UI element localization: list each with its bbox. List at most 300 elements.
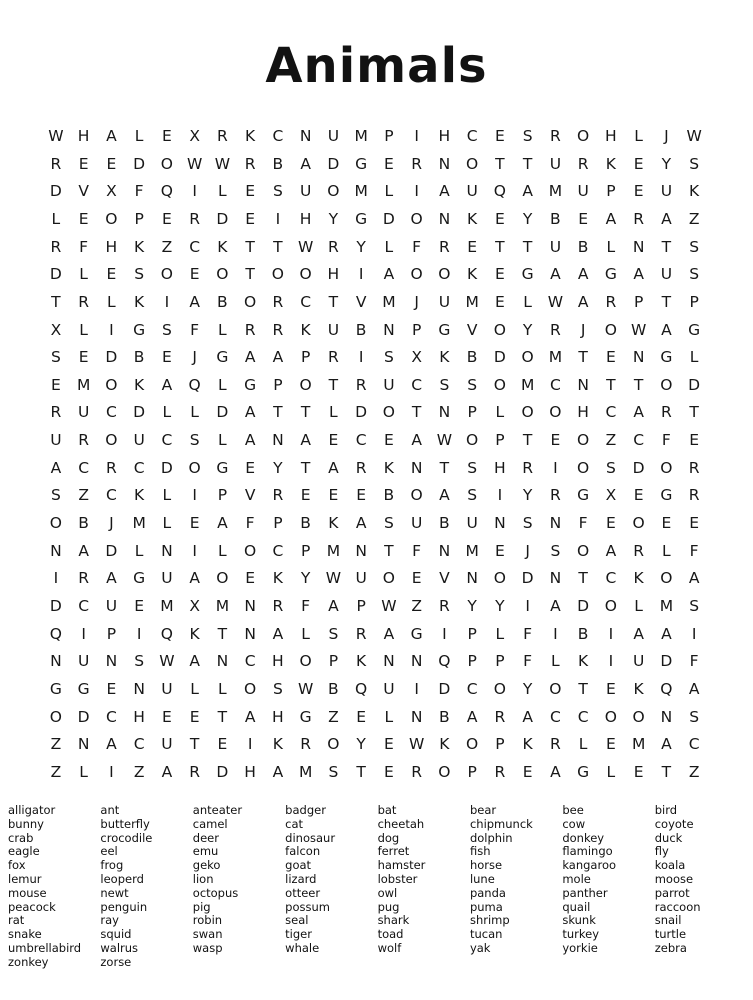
- grid-cell: A: [661, 320, 672, 339]
- grid-cell: S: [467, 486, 478, 505]
- grid-cell: M: [160, 596, 174, 615]
- grid-cell: D: [77, 707, 90, 726]
- word-list-item: rat: [8, 913, 25, 928]
- grid-cell: R: [494, 707, 506, 726]
- grid-cell: G: [49, 679, 62, 698]
- grid-cell: T: [411, 403, 422, 422]
- grid-cell: E: [106, 679, 117, 698]
- grid-cell: I: [497, 486, 503, 505]
- grid-cell: O: [160, 265, 173, 284]
- grid-cell: T: [245, 265, 255, 284]
- grid-cell: F: [134, 182, 144, 201]
- word-list-item: turkey: [562, 927, 599, 942]
- grid-cell: M: [659, 596, 674, 615]
- puzzle-grid: [42, 123, 708, 787]
- grid-cell: N: [632, 237, 645, 256]
- grid-cell: G: [521, 265, 534, 284]
- grid-cell: P: [467, 624, 477, 643]
- grid-cell: H: [133, 707, 145, 726]
- grid-cell: M: [465, 541, 479, 560]
- grid-cell: G: [410, 624, 423, 643]
- grid-cell: E: [605, 679, 616, 698]
- grid-cell: T: [217, 707, 228, 726]
- grid-cell: G: [355, 154, 368, 173]
- grid-cell: A: [383, 624, 395, 643]
- word-list-column: [470, 804, 562, 970]
- grid-cell: U: [549, 237, 562, 256]
- grid-cell: O: [660, 569, 673, 588]
- grid-cell: Q: [660, 679, 673, 698]
- grid-cell: P: [467, 403, 477, 422]
- grid-cell: A: [633, 265, 644, 284]
- grid-cell: O: [604, 707, 617, 726]
- grid-cell: A: [661, 624, 672, 643]
- grid-cell: B: [272, 154, 284, 173]
- grid-cell: U: [355, 569, 367, 588]
- grid-cell: R: [549, 735, 561, 754]
- word-list-item: tiger: [285, 927, 312, 942]
- word-list-item: bat: [377, 803, 397, 817]
- grid-cell: T: [217, 624, 228, 643]
- grid-cell: L: [218, 182, 227, 201]
- grid-cell: R: [688, 486, 700, 505]
- grid-cell: S: [522, 514, 533, 533]
- grid-cell: O: [299, 652, 312, 671]
- grid-cell: T: [661, 292, 672, 311]
- grid-cell: T: [300, 403, 311, 422]
- grid-cell: Q: [493, 182, 506, 201]
- grid-cell: R: [438, 237, 450, 256]
- grid-cell: P: [495, 431, 505, 450]
- word-list-item: duck: [654, 830, 683, 845]
- grid-cell: T: [633, 375, 644, 394]
- grid-cell: A: [439, 486, 450, 505]
- word-list-item: coyote: [654, 816, 694, 831]
- grid-cell: A: [661, 209, 672, 228]
- grid-cell: E: [494, 209, 505, 228]
- grid-cell: A: [550, 762, 561, 781]
- grid-cell: Z: [411, 596, 422, 615]
- grid-cell: N: [438, 403, 451, 422]
- grid-cell: L: [606, 237, 616, 256]
- grid-cell: O: [299, 375, 312, 394]
- grid-cell: N: [466, 569, 478, 588]
- grid-cell: C: [466, 679, 478, 698]
- grid-cell: O: [577, 127, 590, 146]
- grid-cell: D: [382, 209, 395, 228]
- word-list-item: shark: [377, 913, 410, 928]
- grid-cell: T: [578, 679, 588, 698]
- grid-cell: L: [634, 596, 643, 615]
- word-list-item: crocodile: [100, 830, 153, 845]
- grid-cell: E: [383, 735, 394, 754]
- grid-cell: C: [272, 127, 284, 146]
- grid-cell: O: [660, 375, 673, 394]
- grid-cell: A: [355, 514, 367, 533]
- grid-cell: A: [300, 431, 311, 450]
- grid-cell: B: [439, 707, 450, 726]
- grid-cell: O: [410, 265, 423, 284]
- grid-cell: U: [410, 514, 423, 533]
- grid-cell: N: [77, 735, 90, 754]
- grid-cell: E: [494, 541, 505, 560]
- grid-cell: I: [275, 209, 281, 228]
- grid-cell: H: [272, 652, 284, 671]
- grid-cell: V: [466, 320, 478, 339]
- word-list-item: possum: [285, 899, 330, 914]
- grid-cell: R: [244, 154, 256, 173]
- grid-cell: N: [410, 652, 423, 671]
- grid-cell: R: [411, 762, 423, 781]
- grid-cell: D: [133, 154, 146, 173]
- grid-cell: N: [410, 458, 423, 477]
- grid-cell: A: [189, 569, 200, 588]
- word-list-item: dolphin: [469, 830, 513, 845]
- grid-cell: O: [521, 403, 534, 422]
- grid-cell: L: [162, 514, 172, 533]
- grid-cell: X: [189, 127, 200, 146]
- grid-cell: P: [633, 292, 644, 311]
- grid-cell: D: [493, 348, 506, 367]
- grid-cell: N: [216, 652, 229, 671]
- grid-cell: C: [605, 569, 617, 588]
- grid-cell: P: [300, 541, 311, 560]
- grid-cell: I: [414, 679, 419, 698]
- grid-cell: K: [328, 514, 339, 533]
- word-list-column: [8, 804, 100, 970]
- grid-cell: C: [161, 431, 173, 450]
- grid-cell: L: [218, 375, 227, 394]
- word-list-item: puma: [469, 899, 503, 914]
- word-list-item: panda: [469, 885, 506, 900]
- grid-cell: T: [245, 237, 255, 256]
- grid-cell: I: [442, 624, 447, 643]
- word-list-item: moose: [654, 871, 694, 886]
- grid-cell: L: [689, 348, 699, 367]
- word-list-item: newt: [100, 885, 129, 900]
- grid-cell: R: [549, 127, 561, 146]
- grid-cell: K: [383, 458, 394, 477]
- grid-cell: Y: [661, 154, 672, 173]
- grid-cell: E: [605, 735, 616, 754]
- grid-cell: L: [606, 762, 616, 781]
- grid-cell: A: [161, 762, 173, 781]
- grid-cell: C: [78, 596, 90, 615]
- grid-cell: Q: [160, 624, 173, 643]
- grid-cell: R: [660, 403, 672, 422]
- grid-cell: G: [299, 707, 312, 726]
- grid-cell: O: [493, 569, 506, 588]
- grid-cell: L: [162, 403, 172, 422]
- grid-cell: L: [578, 735, 588, 754]
- grid-cell: P: [411, 320, 422, 339]
- grid-cell: N: [50, 541, 62, 560]
- grid-cell: E: [383, 431, 394, 450]
- grid-cell: D: [160, 458, 173, 477]
- grid-cell: A: [106, 735, 117, 754]
- grid-cell: O: [577, 458, 590, 477]
- word-list-item: zonkey: [8, 954, 49, 969]
- grid-cell: O: [216, 569, 229, 588]
- grid-cell: P: [106, 624, 117, 643]
- grid-cell: V: [244, 486, 256, 505]
- word-list-item: dinosaur: [285, 830, 336, 845]
- word-list-item: lion: [192, 871, 214, 886]
- grid-cell: Q: [49, 624, 62, 643]
- word-list-item: geko: [192, 858, 221, 873]
- grid-cell: U: [161, 569, 173, 588]
- grid-cell: O: [493, 375, 506, 394]
- grid-cell: D: [49, 265, 62, 284]
- grid-cell: X: [411, 348, 422, 367]
- grid-cell: I: [525, 596, 530, 615]
- grid-cell: B: [550, 209, 561, 228]
- grid-cell: U: [438, 292, 451, 311]
- grid-cell: G: [133, 569, 146, 588]
- grid-cell: E: [383, 154, 394, 173]
- grid-cell: N: [50, 652, 62, 671]
- grid-cell: T: [273, 403, 283, 422]
- grid-cell: E: [189, 265, 200, 284]
- grid-cell: R: [327, 237, 339, 256]
- grid-cell: O: [105, 375, 118, 394]
- grid-cell: C: [272, 541, 284, 560]
- grid-cell: S: [522, 127, 533, 146]
- grid-cell: O: [632, 707, 645, 726]
- grid-cell: E: [605, 348, 616, 367]
- grid-cell: F: [523, 652, 533, 671]
- word-list-item: walrus: [100, 940, 139, 955]
- grid-cell: B: [217, 292, 228, 311]
- word-list-item: zorse: [100, 954, 132, 969]
- grid-cell: U: [161, 679, 173, 698]
- grid-cell: A: [272, 762, 284, 781]
- grid-cell: R: [688, 458, 700, 477]
- grid-cell: R: [189, 209, 201, 228]
- grid-cell: F: [245, 514, 255, 533]
- word-list-item: emu: [192, 844, 219, 859]
- grid-cell: E: [161, 127, 172, 146]
- grid-cell: N: [494, 514, 506, 533]
- grid-cell: Z: [605, 431, 617, 450]
- grid-cell: K: [439, 735, 450, 754]
- grid-cell: M: [631, 735, 646, 754]
- grid-cell: O: [244, 292, 257, 311]
- grid-cell: U: [77, 652, 90, 671]
- grid-cell: P: [134, 209, 144, 228]
- grid-cell: O: [521, 348, 534, 367]
- grid-cell: A: [633, 403, 644, 422]
- word-list-item: koala: [654, 858, 686, 873]
- grid-cell: S: [467, 458, 478, 477]
- grid-cell: E: [633, 486, 644, 505]
- grid-cell: I: [358, 348, 364, 367]
- grid-cell: K: [689, 182, 700, 201]
- grid-cell: E: [689, 431, 700, 450]
- grid-cell: G: [77, 679, 90, 698]
- grid-cell: S: [134, 652, 145, 671]
- grid-cell: P: [495, 735, 505, 754]
- grid-cell: P: [467, 762, 477, 781]
- grid-cell: A: [244, 431, 256, 450]
- grid-cell: M: [298, 762, 313, 781]
- grid-cell: R: [78, 569, 90, 588]
- grid-cell: T: [356, 762, 366, 781]
- grid-cell: B: [328, 679, 339, 698]
- grid-cell: N: [438, 154, 451, 173]
- grid-cell: T: [522, 431, 533, 450]
- word-list-item: fly: [654, 844, 669, 859]
- grid-cell: P: [356, 596, 366, 615]
- grid-cell: U: [105, 596, 118, 615]
- grid-cell: E: [78, 348, 89, 367]
- grid-cell: G: [355, 209, 368, 228]
- grid-cell: J: [580, 320, 586, 339]
- grid-cell: V: [439, 569, 450, 588]
- grid-cell: W: [686, 127, 702, 146]
- word-list-item: raccoon: [654, 899, 701, 914]
- grid-cell: S: [689, 596, 700, 615]
- grid-cell: T: [578, 348, 588, 367]
- word-list-item: alligator: [8, 803, 56, 817]
- grid-cell: S: [272, 679, 283, 698]
- word-list-item: cheetah: [377, 816, 425, 831]
- grid-cell: R: [438, 596, 450, 615]
- word-list-item: quail: [562, 899, 591, 914]
- grid-cell: T: [328, 375, 339, 394]
- grid-cell: I: [81, 624, 86, 643]
- grid-cell: L: [218, 431, 227, 450]
- grid-cell: L: [190, 403, 199, 422]
- grid-cell: M: [215, 596, 230, 615]
- grid-cell: A: [272, 624, 284, 643]
- grid-cell: O: [244, 541, 257, 560]
- grid-cell: C: [189, 237, 201, 256]
- grid-cell: Y: [273, 458, 283, 477]
- grid-cell: E: [633, 762, 644, 781]
- grid-cell: U: [466, 182, 478, 201]
- grid-cell: I: [192, 182, 197, 201]
- grid-cell: D: [660, 652, 673, 671]
- grid-cell: H: [105, 237, 118, 256]
- word-list-item: lune: [469, 871, 495, 886]
- grid-cell: T: [661, 237, 672, 256]
- grid-cell: N: [632, 348, 645, 367]
- grid-cell: O: [577, 541, 590, 560]
- word-list-item: pug: [377, 899, 400, 914]
- grid-cell: Q: [355, 679, 368, 698]
- grid-cell: P: [273, 514, 283, 533]
- grid-cell: N: [549, 514, 562, 533]
- grid-cell: L: [134, 127, 144, 146]
- grid-cell: L: [134, 541, 144, 560]
- grid-cell: Z: [688, 762, 700, 781]
- grid-cell: G: [438, 320, 451, 339]
- grid-cell: U: [383, 679, 395, 698]
- grid-cell: W: [297, 237, 314, 256]
- word-list-item: kangaroo: [562, 858, 617, 873]
- grid-cell: D: [133, 403, 146, 422]
- grid-cell: A: [550, 265, 561, 284]
- grid-cell: E: [356, 486, 367, 505]
- grid-cell: F: [661, 431, 671, 450]
- grid-cell: C: [466, 127, 478, 146]
- grid-cell: E: [522, 762, 533, 781]
- grid-cell: S: [272, 182, 283, 201]
- grid-cell: K: [605, 154, 616, 173]
- grid-cell: S: [689, 265, 700, 284]
- grid-cell: L: [662, 541, 671, 560]
- grid-cell: U: [50, 431, 62, 450]
- grid-cell: N: [549, 569, 562, 588]
- grid-cell: F: [412, 541, 422, 560]
- grid-cell: K: [245, 127, 256, 146]
- grid-cell: E: [383, 762, 394, 781]
- grid-cell: A: [522, 707, 533, 726]
- word-list-item: bear: [469, 803, 497, 817]
- grid-cell: A: [577, 265, 589, 284]
- grid-cell: Y: [356, 735, 366, 754]
- grid-cell: C: [633, 431, 645, 450]
- grid-cell: I: [358, 265, 364, 284]
- grid-cell: F: [412, 237, 422, 256]
- grid-cell: A: [688, 569, 700, 588]
- grid-cell: K: [356, 652, 367, 671]
- grid-cell: O: [466, 735, 479, 754]
- grid-cell: E: [106, 154, 117, 173]
- grid-cell: K: [217, 237, 228, 256]
- grid-cell: E: [300, 486, 311, 505]
- grid-cell: F: [523, 624, 533, 643]
- grid-cell: K: [272, 569, 283, 588]
- word-list-item: ferret: [377, 844, 410, 859]
- word-list-item: ray: [100, 913, 119, 928]
- grid-cell: Y: [467, 596, 477, 615]
- grid-cell: M: [354, 182, 368, 201]
- word-list-item: cow: [562, 816, 586, 831]
- word-list-item: zebra: [654, 940, 687, 955]
- grid-cell: D: [105, 348, 118, 367]
- grid-cell: H: [605, 127, 617, 146]
- word-list-item: panther: [562, 885, 608, 900]
- grid-cell: H: [244, 762, 256, 781]
- grid-cell: R: [549, 320, 561, 339]
- word-list-item: horse: [469, 858, 503, 873]
- word-list-item: swan: [192, 927, 223, 942]
- word-list-item: snake: [8, 927, 42, 942]
- grid-cell: R: [272, 292, 284, 311]
- grid-cell: W: [325, 569, 342, 588]
- grid-cell: D: [355, 403, 368, 422]
- grid-cell: Q: [160, 182, 173, 201]
- grid-cell: D: [438, 679, 451, 698]
- word-list-item: chipmunck: [469, 816, 533, 831]
- grid-cell: R: [355, 458, 367, 477]
- grid-cell: R: [355, 375, 367, 394]
- grid-cell: N: [438, 541, 451, 560]
- word-list-item: deer: [192, 830, 219, 845]
- grid-cell: W: [297, 679, 314, 698]
- grid-cell: S: [50, 486, 61, 505]
- word-list-item: lizard: [285, 871, 317, 886]
- grid-cell: Z: [50, 762, 62, 781]
- word-list-item: falcon: [285, 844, 321, 859]
- grid-cell: L: [634, 127, 643, 146]
- grid-cell: S: [605, 458, 616, 477]
- grid-cell: E: [605, 514, 616, 533]
- grid-cell: E: [245, 569, 256, 588]
- grid-cell: T: [51, 292, 61, 311]
